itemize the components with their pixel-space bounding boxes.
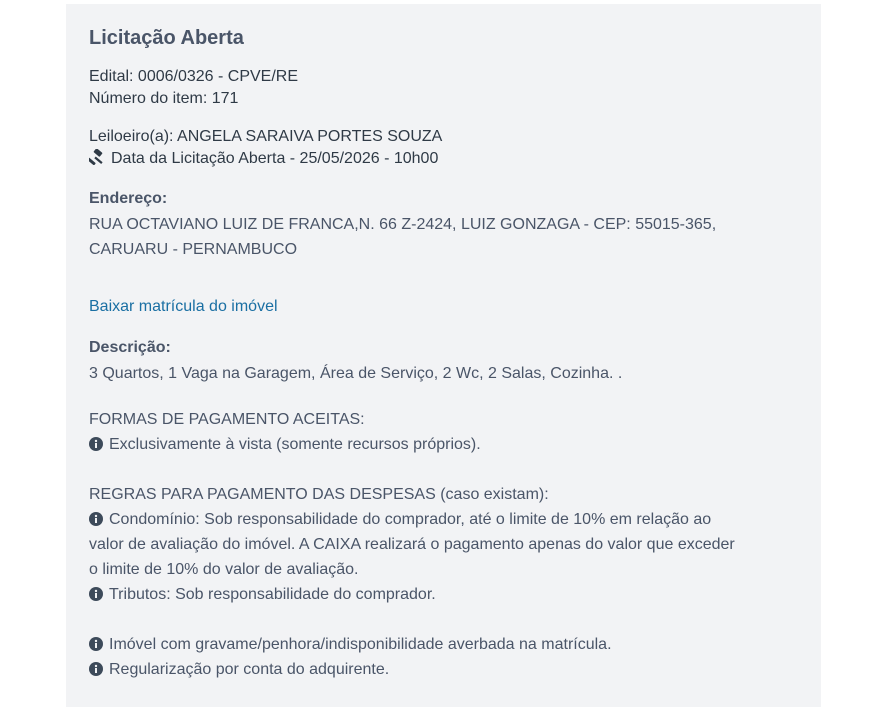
condo-rule-line-2: valor de avaliação do imóvel. A CAIXA realizará o pagamento apenas do valor que exceder [89,536,735,553]
condo-rule-line-1: Condomínio: Sob responsabilidade do comprador, até o limite de 10% em relação ao [109,511,712,528]
auction-date-row [89,148,799,170]
info-circle-icon [89,434,103,448]
regularization-note [89,657,799,682]
auction-date-text: Data da Licitação Aberta - 25/05/2026 - 10h00 [111,150,439,167]
info-circle-icon [89,509,103,523]
taxes-rule [89,582,799,607]
address-line-2: CARUARU - PERNAMBUCO [89,241,298,258]
auctioneer-text: Leiloeiro(a): ANGELA SARAIVA PORTES SOUZA [89,128,443,145]
gavel-icon [89,149,107,165]
item-number-text: Número do item: 171 [89,90,239,107]
payment-item [89,432,799,457]
download-registration-link[interactable]: Baixar matrícula do imóvel [89,298,278,315]
payment-heading: FORMAS DE PAGAMENTO ACEITAS: [89,411,365,428]
payment-item-text: Exclusivamente à vista (somente recursos próprios). [109,436,481,453]
address-line-1: RUA OCTAVIANO LUIZ DE FRANCA,N. 66 Z-2424, LUIZ GONZAGA - CEP: 55015-365, [89,216,717,233]
info-circle-icon [89,584,103,598]
info-circle-icon [89,659,103,673]
lien-note [89,632,799,657]
expenses-heading: REGRAS PARA PAGAMENTO DAS DESPESAS (caso existam): [89,486,549,503]
page-title: Licitação Aberta [89,27,244,49]
edital-text: Edital: 0006/0326 - CPVE/RE [89,68,299,85]
condo-rule-line-3: o limite de 10% do valor de avaliação. [89,561,359,578]
condo-rule [89,507,799,582]
lien-note-text: Imóvel com gravame/penhora/indisponibilidade averbada na matrícula. [109,636,612,653]
regularization-note-text: Regularização por conta do adquirente. [109,661,390,678]
taxes-rule-text: Tributos: Sob responsabilidade do comprador. [109,586,436,603]
description-label: Descrição: [89,339,171,356]
info-circle-icon [89,634,103,648]
address-label: Endereço: [89,190,168,207]
description-text: 3 Quartos, 1 Vaga na Garagem, Área de Serviço, 2 Wc, 2 Salas, Cozinha. . [89,365,623,382]
auction-details-panel [66,4,821,707]
address-text [89,212,799,262]
